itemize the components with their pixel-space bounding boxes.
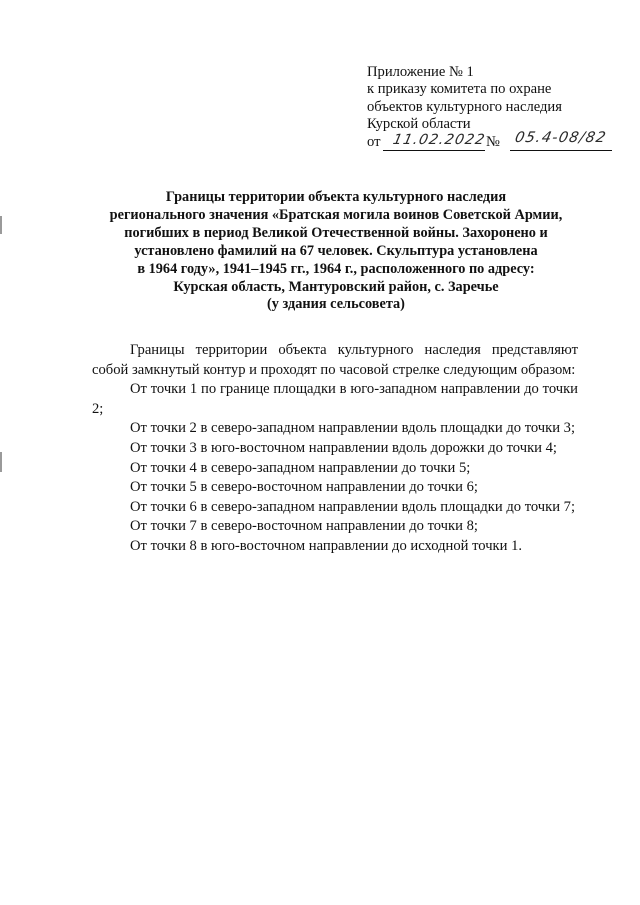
boundary-segment-paragraph: От точки 3 в юго-восточном направлении вдоль дорожки до точки 4; [130, 439, 557, 456]
boundary-segment-paragraph: От точки 2 в северо-западном направлении вдоль площадки до точки 3; [130, 420, 576, 437]
number-underline [510, 150, 612, 151]
title-line: Границы территории объекта культурного наследия [165, 189, 507, 205]
title-line: (у здания сельсовета) [267, 296, 405, 313]
date-underline [383, 150, 485, 151]
order-date-number-line [367, 129, 627, 153]
title-line: погибших в период Великой Отечественной войны. Захоронено и [124, 224, 548, 241]
handwritten-order-number: 05.4-08/82 [513, 129, 609, 146]
appendix-region: Курской области [367, 116, 471, 133]
boundary-segment-paragraph: От точки 1 по границе площадки в юго-западном направлении до точки 2; [92, 381, 578, 417]
from-label: от [367, 133, 381, 150]
number-label: № [486, 133, 500, 150]
boundary-segment-paragraph: От точки 5 в северо-восточном направлении до точки 6; [130, 479, 478, 496]
document-title [60, 189, 612, 314]
boundary-segment-paragraph: От точки 7 в северо-восточном направлении до точки 8; [130, 518, 478, 535]
appendix-number: Приложение № 1 [367, 64, 474, 80]
title-line: в 1964 году», 1941–1945 гг., 1964 г., расположенного по адресу: [137, 260, 535, 277]
appendix-header [367, 64, 627, 153]
appendix-order-reference: к приказу комитета по охране [367, 81, 552, 98]
intro-paragraph: Границы территории объекта культурного наследия представляют собой замкнутый контур и проходят по часовой стрелке следующим образом: [92, 342, 578, 378]
document-body [92, 341, 578, 557]
boundary-segment-paragraph: От точки 4 в северо-западном направлении до точки 5; [130, 459, 471, 476]
handwritten-date: 11.02.2022 [391, 131, 488, 148]
boundary-segment-paragraph: От точки 6 в северо-западном направлении вдоль площадки до точки 7; [130, 498, 576, 515]
appendix-committee-name: объектов культурного наследия [367, 98, 562, 115]
scan-edge-mark [0, 452, 2, 472]
title-line: установлено фамилий на 67 человек. Скульптура установлена [134, 242, 538, 259]
boundary-segment-paragraph: От точки 8 в юго-восточном направлении до исходной точки 1. [130, 537, 523, 554]
title-line: регионального значения «Братская могила воинов Советской Армии, [109, 206, 563, 223]
title-line: Курская область, Мантуровский район, с. Заречье [173, 278, 499, 295]
scan-edge-mark [0, 216, 2, 234]
